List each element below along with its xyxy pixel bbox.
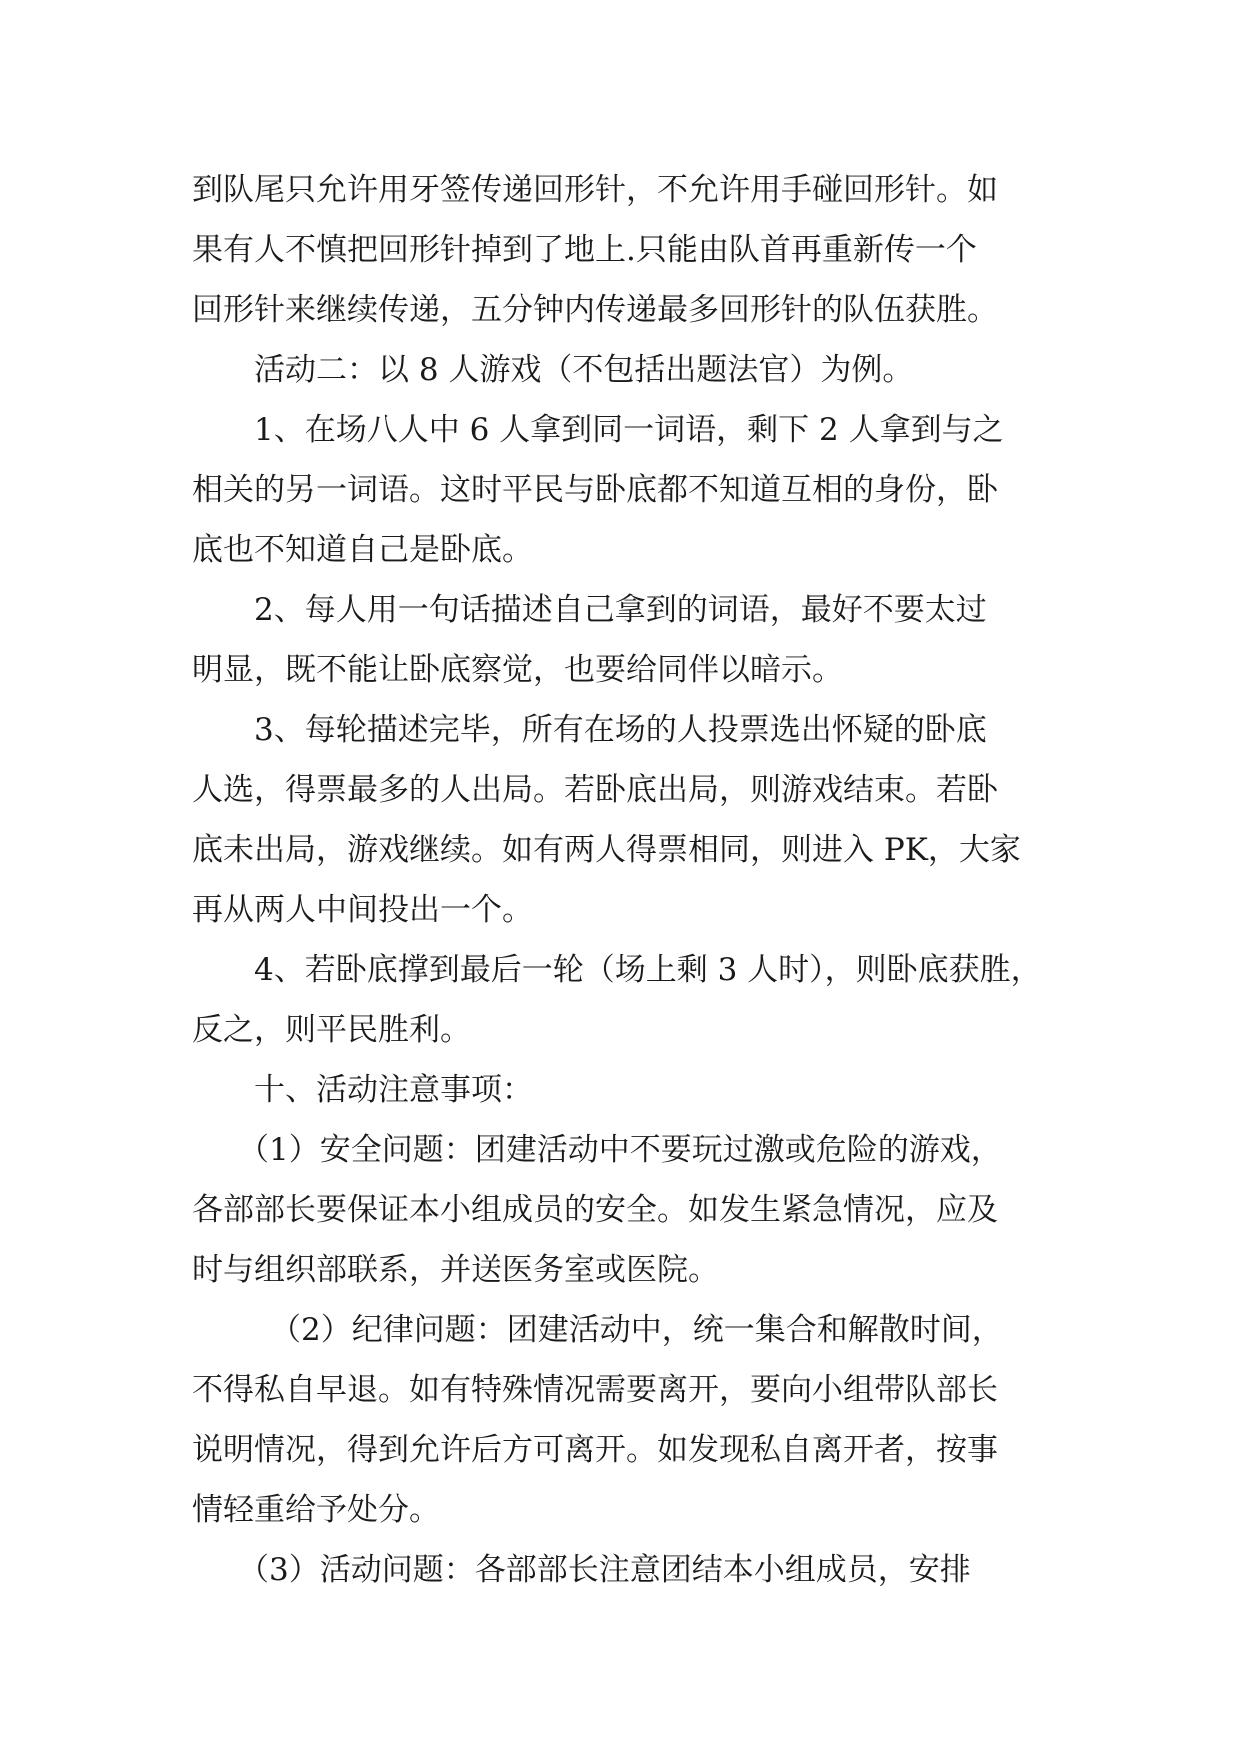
text-line: 人选，得票最多的人出局。若卧底出局，则游戏结束。若卧 (192, 772, 998, 808)
paragraph-first-line: 1、在场八人中 6 人拿到同一词语，剩下 2 人拿到与之 (254, 412, 1004, 448)
text-line: 到队尾只允许用牙签传递回形针，不允许用手碰回形针。如 (192, 172, 998, 208)
paragraph-first-line: 4、若卧底撑到最后一轮（场上剩 3 人时），则卧底获胜， (254, 952, 1042, 988)
paragraph-first-line: （3）活动问题：各部部长注意团结本小组成员，安排 (238, 1552, 971, 1588)
text-line: 明显，既不能让卧底察觉，也要给同伴以暗示。 (192, 652, 843, 688)
text-line: 回形针来继续传递，五分钟内传递最多回形针的队伍获胜。 (192, 292, 998, 328)
paragraph-first-line: （2）纪律问题：团建活动中，统一集合和解散时间， (270, 1312, 1003, 1348)
paragraph-first-line: （1）安全问题：团建活动中不要玩过激或危险的游戏， (238, 1132, 1002, 1168)
paragraph-first-line: 3、每轮描述完毕，所有在场的人投票选出怀疑的卧底 (254, 712, 987, 748)
text-line: 各部部长要保证本小组成员的安全。如发生紧急情况，应及 (192, 1192, 998, 1228)
document-body (192, 160, 1072, 1600)
text-line: 果有人不慎把回形针掉到了地上.只能由队首再重新传一个 (192, 232, 977, 268)
paragraph-first-line: 2、每人用一句话描述自己拿到的词语，最好不要太过 (254, 592, 987, 628)
text-line: 说明情况，得到允许后方可离开。如发现私自离开者，按事 (192, 1432, 998, 1468)
text-line: 反之，则平民胜利。 (192, 1012, 471, 1048)
text-line: 不得私自早退。如有特殊情况需要离开，要向小组带队部长 (192, 1372, 998, 1408)
section-heading: 十、活动注意事项： (254, 1072, 533, 1108)
text-line: 底也不知道自己是卧底。 (192, 532, 533, 568)
text-line: 底未出局，游戏继续。如有两人得票相同，则进入 PK，大家 (192, 832, 1021, 868)
text-line: 相关的另一词语。这时平民与卧底都不知道互相的身份，卧 (192, 472, 998, 508)
text-line: 再从两人中间投出一个。 (192, 892, 533, 928)
paragraph-first-line: 活动二：以 8 人游戏（不包括出题法官）为例。 (254, 352, 914, 388)
text-line: 情轻重给予处分。 (192, 1492, 440, 1528)
text-line: 时与组织部联系，并送医务室或医院。 (192, 1252, 719, 1288)
